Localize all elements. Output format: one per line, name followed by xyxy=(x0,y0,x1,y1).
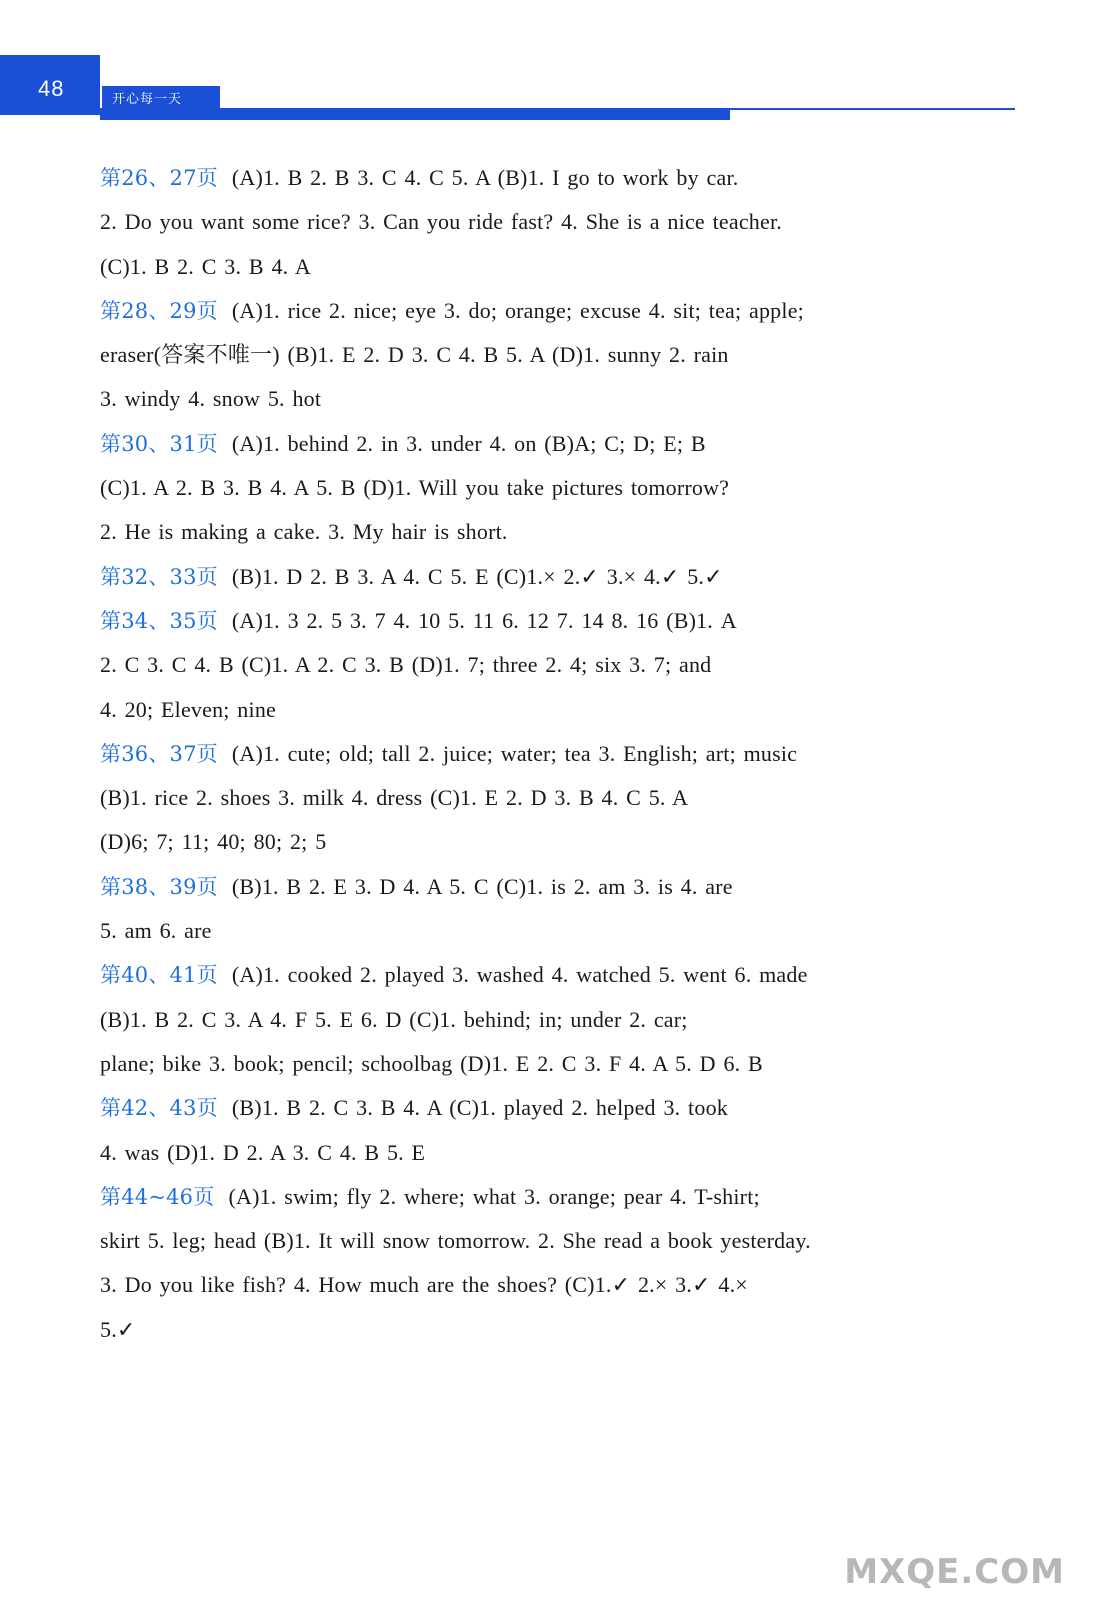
answer-line xyxy=(100,953,990,997)
answer-text: (B)1. rice 2. shoes 3. milk 4. dress (C)1. E 2. D 3. B 4. C 5. A xyxy=(100,785,689,811)
answer-line xyxy=(100,688,990,732)
answer-text: (B)1. B 2. C 3. B 4. A (C)1. played 2. helped 3. took xyxy=(231,1095,728,1121)
answer-line xyxy=(100,1175,990,1219)
answer-text: 2. C 3. C 4. B (C)1. A 2. C 3. B (D)1. 7; three 2. 4; six 3. 7; and xyxy=(100,652,712,678)
answer-text: (A)1. cute; old; tall 2. juice; water; tea 3. English; art; music xyxy=(231,740,798,766)
answer-list xyxy=(100,156,990,1352)
header-bar xyxy=(100,110,730,120)
answer-line xyxy=(100,289,990,333)
answer-line xyxy=(100,377,990,421)
answer-text: 4. 20; Eleven; nine xyxy=(100,696,276,722)
answer-text: 4. was (D)1. D 2. A 3. C 4. B 5. E xyxy=(100,1139,426,1165)
answer-text: 5. am 6. are xyxy=(100,918,212,944)
answer-line xyxy=(100,1219,990,1263)
watermark: MXQE.COM xyxy=(844,1552,1065,1592)
answer-text: eraser(答案不唯一) (B)1. E 2. D 3. C 4. B 5. A (D)1. sunny 2. rain xyxy=(100,342,729,368)
page-reference: 第36、37页 xyxy=(100,741,218,766)
answer-line xyxy=(100,599,990,643)
answer-text: (A)1. 3 2. 5 3. 7 4. 10 5. 11 6. 12 7. 14 8. 16 (B)1. A xyxy=(231,607,737,633)
answer-line xyxy=(100,776,990,820)
header-title: 开心每一天 xyxy=(112,92,183,107)
answer-line xyxy=(100,510,990,554)
answer-text: (C)1. B 2. C 3. B 4. A xyxy=(100,253,311,279)
answer-line xyxy=(100,732,990,776)
page-header xyxy=(0,0,1101,130)
page-reference: 第34、35页 xyxy=(100,608,218,633)
page-reference: 第32、33页 xyxy=(100,564,218,589)
answer-line xyxy=(100,998,990,1042)
answer-text: 2. Do you want some rice? 3. Can you ride fast? 4. She is a nice teacher. xyxy=(100,209,782,235)
answer-text: (A)1. rice 2. nice; eye 3. do; orange; excuse 4. sit; tea; apple; xyxy=(231,297,804,323)
page-reference: 第28、29页 xyxy=(100,298,218,323)
answer-line xyxy=(100,466,990,510)
answer-text: (C)1. A 2. B 3. B 4. A 5. B (D)1. Will you take pictures tomorrow? xyxy=(100,475,730,501)
page-number: 48 xyxy=(38,76,65,101)
answer-line xyxy=(100,422,990,466)
answer-text: skirt 5. leg; head (B)1. It will snow tomorrow. 2. She read a book yesterday. xyxy=(100,1228,811,1254)
answer-line xyxy=(100,1308,990,1352)
answer-line xyxy=(100,156,990,200)
answer-line xyxy=(100,1131,990,1175)
answer-text: plane; bike 3. book; pencil; schoolbag (D)1. E 2. C 3. F 4. A 5. D 6. B xyxy=(100,1050,763,1076)
answer-line xyxy=(100,1042,990,1086)
page-reference: 第30、31页 xyxy=(100,431,218,456)
answer-text: (B)1. B 2. E 3. D 4. A 5. C (C)1. is 2. am 3. is 4. are xyxy=(231,873,733,899)
answer-text: (B)1. B 2. C 3. A 4. F 5. E 6. D (C)1. behind; in; under 2. car; xyxy=(100,1006,688,1032)
answer-line xyxy=(100,333,990,377)
answer-text: (A)1. B 2. B 3. C 4. C 5. A (B)1. I go to work by car. xyxy=(231,165,739,190)
answer-text: 5.✓ xyxy=(100,1316,136,1342)
answer-text: 3. windy 4. snow 5. hot xyxy=(100,386,322,412)
answer-line xyxy=(100,865,990,909)
answer-text: (A)1. swim; fly 2. where; what 3. orange; pear 4. T-shirt; xyxy=(228,1183,760,1209)
answer-text: (D)6; 7; 11; 40; 80; 2; 5 xyxy=(100,829,327,855)
answer-line xyxy=(100,555,990,599)
answer-text: 3. Do you like fish? 4. How much are the shoes? (C)1.✓ 2.× 3.✓ 4.× xyxy=(100,1272,748,1298)
page-reference: 第38、39页 xyxy=(100,874,218,899)
answer-line xyxy=(100,200,990,244)
answer-line xyxy=(100,820,990,864)
answer-text: (A)1. cooked 2. played 3. washed 4. watched 5. went 6. made xyxy=(231,962,808,988)
page-reference: 第40、41页 xyxy=(100,963,218,988)
answer-text: (A)1. behind 2. in 3. under 4. on (B)A; C; D; E; B xyxy=(231,430,706,456)
answer-line xyxy=(100,1086,990,1130)
answer-line xyxy=(100,1263,990,1307)
page-reference: 第44~46页 xyxy=(100,1184,215,1209)
answer-text: (B)1. D 2. B 3. A 4. C 5. E (C)1.× 2.✓ 3.× 4.✓ 5.✓ xyxy=(231,563,723,589)
answer-line xyxy=(100,643,990,687)
answer-line xyxy=(100,909,990,953)
answer-line xyxy=(100,245,990,289)
page-reference: 第42、43页 xyxy=(100,1096,218,1121)
answer-text: 2. He is making a cake. 3. My hair is short. xyxy=(100,519,508,545)
page-reference: 第26、27页 xyxy=(100,166,218,190)
